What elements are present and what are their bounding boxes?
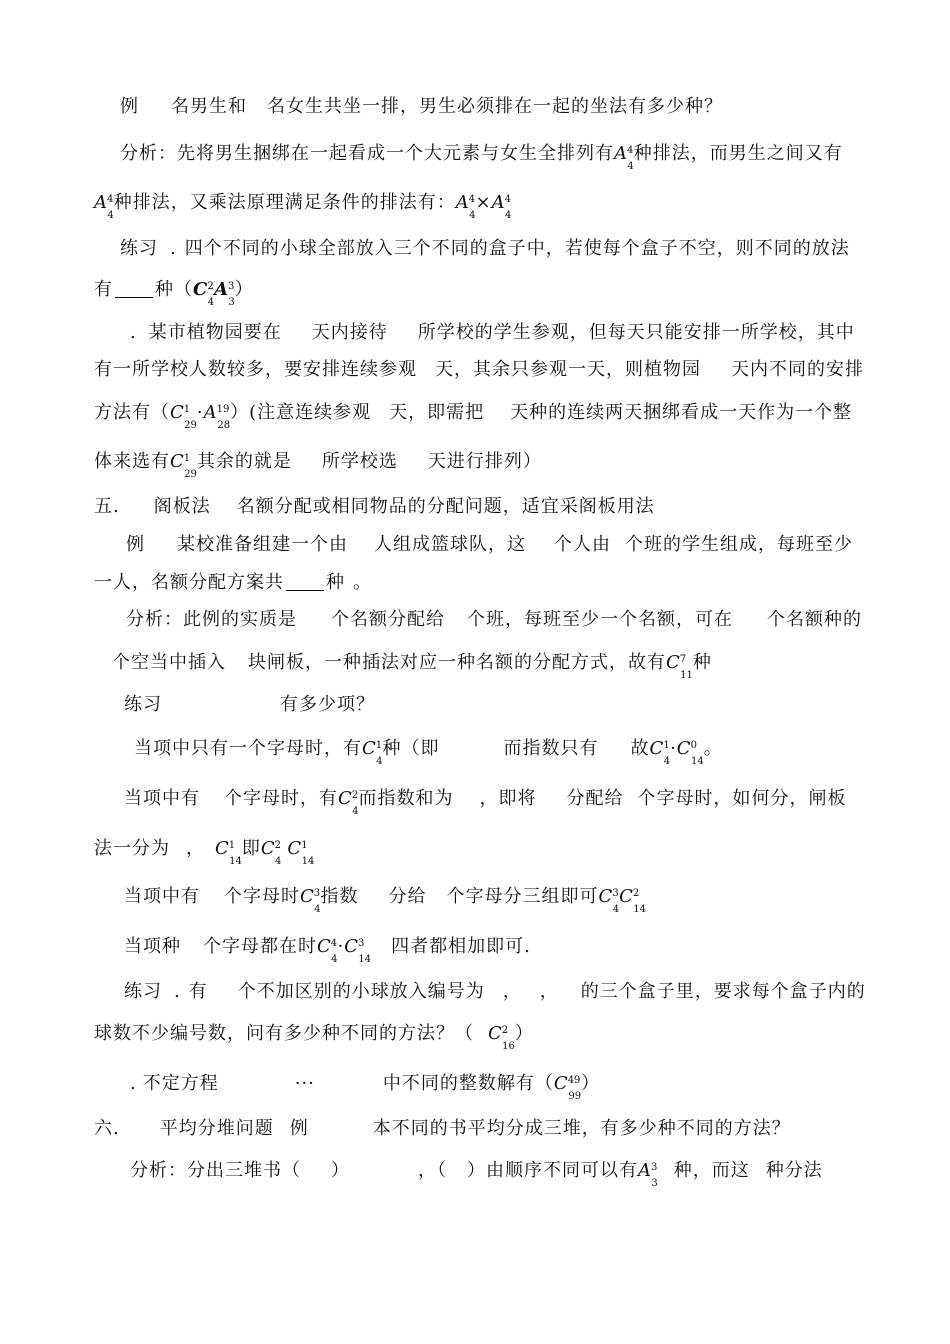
text-segment: 个字母时，有 <box>224 788 338 809</box>
text-segment: 分配给 <box>566 788 624 809</box>
text-segment: 而指数只有 <box>503 738 599 759</box>
text-segment: 有 <box>188 981 208 1002</box>
text-segment: 某市植物园要在 <box>148 322 282 343</box>
text-segment: 天内不同的安排 <box>731 359 864 380</box>
text-segment: · <box>196 402 204 423</box>
text-segment: 个字母都在时 <box>203 936 317 957</box>
text-line <box>126 609 862 631</box>
math-expression: $C^2_4$ <box>338 788 359 817</box>
math-expression: $C^1_{29}$ <box>170 451 197 480</box>
math-expression: $C^0_{14}$ <box>676 738 704 767</box>
text-segment: 的三个盒子里，要求每个盒子内的 <box>580 981 866 1002</box>
math-expression: $C^4_4$ <box>317 936 338 965</box>
text-segment: 个字母时 <box>224 886 300 907</box>
math-expression: $C^1_{29}$ <box>170 402 197 431</box>
text-line <box>94 279 254 308</box>
text-line <box>130 322 855 344</box>
text-line <box>124 936 531 965</box>
text-segment: × <box>475 192 492 213</box>
text-segment: ） <box>514 1023 534 1044</box>
text-segment: ，（ <box>418 1160 447 1181</box>
text-segment: 分析：先将男生捆绑在一起看成一个大元素与女生全排列有 <box>120 143 614 164</box>
text-segment: 个名额种的 <box>767 609 862 630</box>
text-line <box>126 534 853 556</box>
text-segment: 个人由 <box>554 534 611 555</box>
text-segment: 四个不同的小球全部放入三个不同的盒子中，若使每个盒子不空，则不同的放法 <box>184 238 850 259</box>
text-segment: 块闸板，一种插法对应一种名额的分配方式，故有 <box>248 652 666 673</box>
text-segment: 当项种 <box>124 936 181 957</box>
text-segment: 练习 <box>124 694 162 715</box>
text-segment: 即 <box>241 838 261 859</box>
text-segment: 当项中有 <box>124 886 200 907</box>
text-line <box>130 1160 823 1189</box>
text-segment: 个字母时，如何分，闸板 <box>637 788 847 809</box>
text-segment: · <box>337 936 345 957</box>
text-line <box>124 886 646 915</box>
text-segment: . <box>174 981 181 1002</box>
math-expression: $A^{19}_{28}$ <box>203 402 231 431</box>
math-expression: $C^3_{14}$ <box>344 936 372 965</box>
text-segment: 名女生共坐一排，男生必须排在一起的坐法有多少种？ <box>267 96 723 117</box>
text-segment: 天进行排列） <box>427 451 542 472</box>
text-segment: 体来选有 <box>94 451 170 472</box>
text-segment: 当项中只有一个字母时，有 <box>134 738 362 759</box>
text-segment: 球数不少编号数，问有多少种不同的方法？（ <box>94 1023 474 1044</box>
text-line <box>94 1023 534 1052</box>
text-segment: 五. <box>94 496 120 517</box>
text-line <box>94 572 372 594</box>
text-segment: ， <box>186 838 205 859</box>
text-segment: 种，而这 <box>673 1160 750 1181</box>
math-expression: $A^4_4$ <box>455 192 476 221</box>
text-segment: 天，其余只参观一天，则植物园 <box>435 359 701 380</box>
text-segment: 天种的连续两天捆绑看成一天作为一个整 <box>510 402 853 423</box>
text-segment: 所学校选 <box>321 451 398 472</box>
text-segment: 种（即 <box>382 738 440 759</box>
text-segment: ，即将 <box>479 788 537 809</box>
text-line <box>134 738 723 767</box>
text-segment: ）由顺序不同可以有 <box>467 1160 638 1181</box>
math-expression: $C^1_4$ <box>362 738 383 767</box>
text-segment: 个字母分三组即可 <box>446 886 599 907</box>
text-segment: 练习 <box>124 981 162 1002</box>
text-segment: 。 <box>703 738 723 759</box>
text-segment: 个不加区别的小球放入编号为 <box>237 981 485 1002</box>
text-segment: 六. <box>94 1118 120 1139</box>
section-heading <box>94 496 655 518</box>
text-segment: ） <box>331 1160 350 1181</box>
text-segment: 有一所学校人数较多，要安排连续参观 <box>94 359 417 380</box>
text-line <box>120 96 723 118</box>
text-segment: ， <box>502 981 522 1002</box>
text-segment: 个空当中插入 <box>112 652 226 673</box>
text-segment: 。 <box>353 572 372 593</box>
text-segment: 有多少项？ <box>280 694 375 715</box>
section-heading <box>94 1118 791 1140</box>
text-segment: · <box>670 738 677 759</box>
text-segment: ） <box>581 1073 601 1094</box>
math-expression: $C^3_4$ <box>300 886 321 915</box>
text-segment: 种 <box>326 572 345 593</box>
text-segment: . <box>170 238 177 259</box>
math-expression: $C^3_4C^2_{14}$ <box>598 886 646 915</box>
text-segment: 而指数和为 <box>358 788 454 809</box>
text-segment: 种排法，而男生之间又有 <box>633 143 843 164</box>
text-segment: ）(注意连续参观 <box>230 402 372 423</box>
math-expression: $C^7_{11}$ <box>666 652 693 681</box>
text-segment: 例 <box>126 534 145 555</box>
text-segment: 四者都相加即可. <box>391 936 531 957</box>
text-segment: 分析：分出三堆书（ <box>130 1160 301 1181</box>
text-segment: 阁板法 <box>153 496 211 517</box>
text-segment: 所学校的学生参观，但每天只能安排一所学校，其中 <box>417 322 855 343</box>
text-segment: ） <box>234 279 254 300</box>
math-expression: $A^3_3$ <box>638 1160 658 1189</box>
text-line <box>94 838 315 867</box>
text-line <box>130 1073 601 1102</box>
text-segment: 种排法，又乘法原理满足条件的排法有： <box>113 192 456 213</box>
text-segment: 分析：此例的实质是 <box>126 609 297 630</box>
text-line <box>94 359 864 381</box>
answer-blank <box>115 279 153 298</box>
math-expression: $C^1_4$ <box>649 738 671 767</box>
text-segment: 指数 <box>320 886 359 907</box>
text-segment: . <box>130 1073 137 1094</box>
text-segment: 故 <box>630 738 650 759</box>
math-expression: $A^4_4$ <box>614 143 634 172</box>
text-segment: ， <box>539 981 559 1002</box>
text-segment: 当项中有 <box>124 788 200 809</box>
math-expression: $C^1_{14}$ <box>215 838 242 867</box>
text-line <box>120 238 850 260</box>
text-line <box>124 694 375 716</box>
text-segment: 法一分为 <box>94 838 170 859</box>
text-segment: 个名额分配给 <box>331 609 445 630</box>
text-segment: 练习 <box>120 238 158 259</box>
text-segment: 人组成篮球队，这 <box>374 534 526 555</box>
text-segment: 种 <box>692 652 712 673</box>
answer-blank <box>286 572 324 591</box>
text-segment: 名额分配或相同物品的分配问题，适宜采阁板用法 <box>236 496 655 517</box>
text-segment: 中不同的整数解有（ <box>382 1073 554 1094</box>
math-expression: $A^4_4$ <box>491 192 512 221</box>
text-segment: 名男生和 <box>171 96 247 117</box>
math-expression: $C^2_{16}$ <box>488 1023 515 1052</box>
math-expression: $C^2_4A^3_3$ <box>193 279 235 308</box>
text-segment: 例 <box>289 1118 309 1139</box>
text-line <box>124 788 847 817</box>
text-segment: 个班的学生组成，每班至少 <box>625 534 853 555</box>
text-line <box>94 402 853 431</box>
text-line <box>112 652 712 681</box>
math-expression: $C^2_4C^1_{14}$ <box>260 838 315 867</box>
math-expression: $A^4_4$ <box>94 192 114 221</box>
text-line <box>124 981 866 1003</box>
text-segment: 天，即需把 <box>389 402 485 423</box>
text-segment: 一人，名额分配方案共 <box>94 572 284 593</box>
text-segment: 平均分堆问题 <box>159 1118 274 1139</box>
text-line <box>120 143 843 172</box>
text-segment: 例 <box>120 96 139 117</box>
text-segment: 其余的就是 <box>196 451 292 472</box>
text-line <box>94 192 512 221</box>
math-expression: $C^{49}_{99}$ <box>553 1073 582 1102</box>
text-segment: 个班，每班至少一个名额，可在 <box>467 609 733 630</box>
text-segment: 天内接待 <box>311 322 388 343</box>
text-segment: . <box>130 322 137 343</box>
text-segment: 方法有（ <box>94 402 170 423</box>
text-segment: 不定方程 <box>142 1073 219 1094</box>
text-segment: 种（ <box>155 279 193 300</box>
text-segment: 种分法 <box>765 1160 823 1181</box>
text-segment: ··· <box>294 1073 315 1094</box>
text-segment: 某校准备组建一个由 <box>177 534 348 555</box>
text-line <box>94 451 542 480</box>
text-segment: 有 <box>94 279 113 300</box>
text-segment: 分给 <box>388 886 427 907</box>
text-segment: 本不同的书平均分成三堆，有多少种不同的方法？ <box>372 1118 791 1139</box>
